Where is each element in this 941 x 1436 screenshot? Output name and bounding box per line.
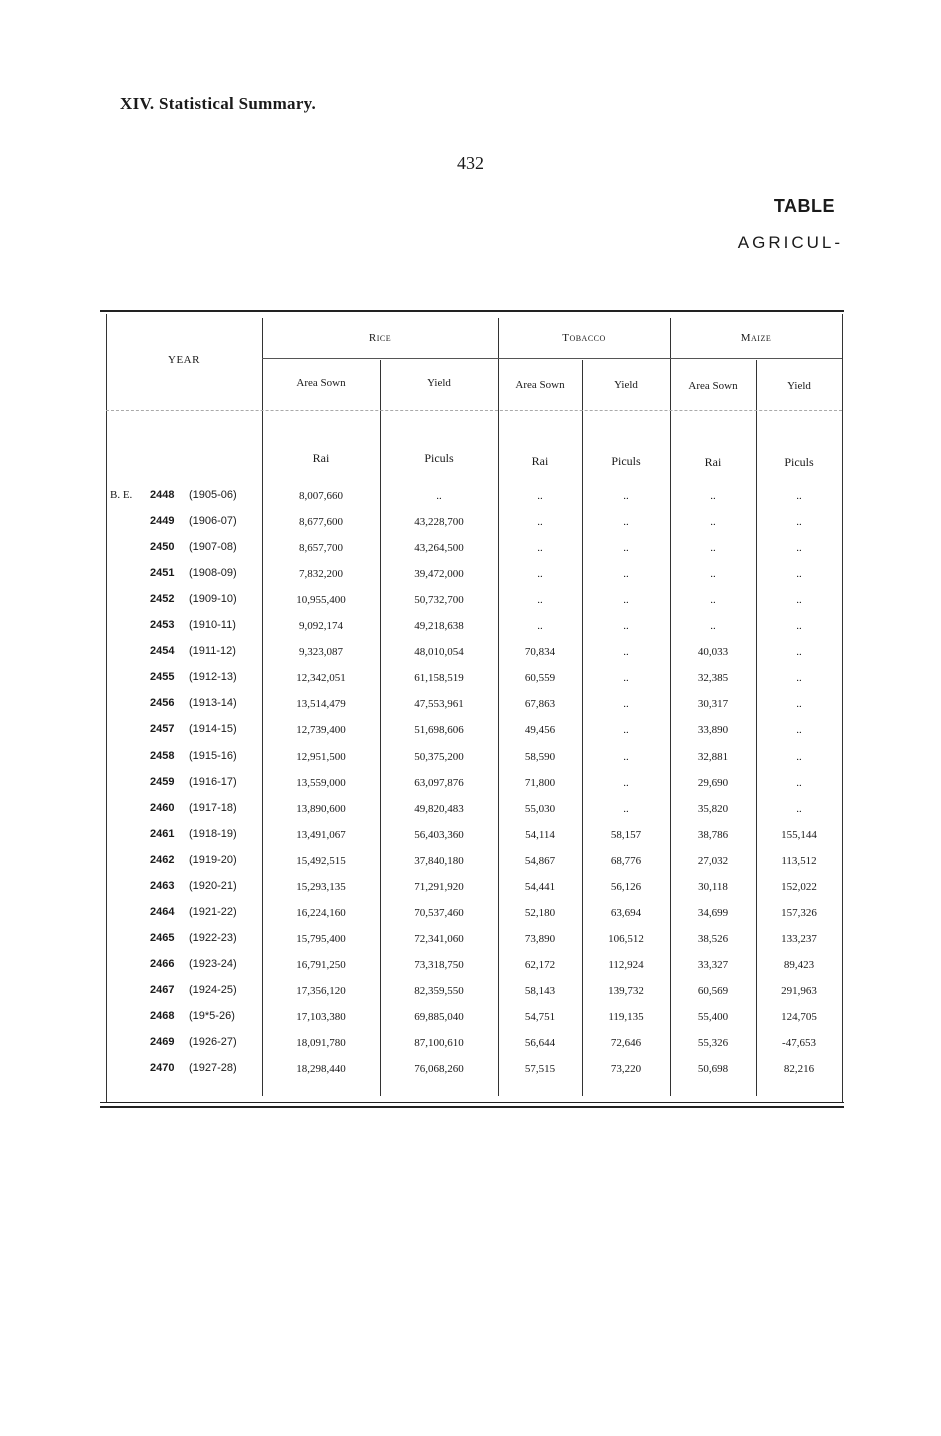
cell-rice-yield: 70,537,460	[414, 907, 464, 919]
cell-rice-area: 17,103,380	[296, 1011, 346, 1023]
year-be: 2463	[150, 880, 175, 892]
header-maize-area: Area Sown	[688, 380, 738, 392]
cell-tobacco-area: 62,172	[524, 959, 556, 971]
cell-maize-yield: ..	[796, 698, 802, 710]
page-number: 432	[457, 153, 484, 173]
unit-maize-yield: Piculs	[784, 455, 814, 469]
cell-rice-area: 18,091,780	[296, 1037, 346, 1049]
cell-maize-area: 38,786	[697, 829, 729, 841]
year-ad: (1910-11)	[189, 619, 236, 631]
cell-maize-area: 50,698	[697, 1063, 729, 1075]
year-be: 2464	[150, 906, 175, 918]
table-top-rule	[100, 310, 844, 312]
cell-rice-yield: 61,158,519	[414, 672, 464, 684]
year-be: 2461	[150, 828, 175, 840]
cell-tobacco-yield: 72,646	[610, 1037, 642, 1049]
section-heading: XIV. Statistical Summary.	[120, 94, 317, 113]
cell-maize-yield: ..	[796, 777, 802, 789]
cell-rice-area: 8,657,700	[299, 542, 343, 554]
year-be: 2450	[150, 541, 175, 553]
cell-maize-area: 32,881	[697, 751, 729, 763]
cell-maize-area: 55,326	[697, 1037, 729, 1049]
cell-maize-yield: 152,022	[781, 881, 817, 893]
cell-tobacco-yield: 63,694	[610, 907, 642, 919]
cell-tobacco-yield: ..	[623, 542, 629, 554]
cell-rice-area: 8,007,660	[299, 490, 343, 502]
cell-tobacco-area: 60,559	[524, 672, 556, 684]
cell-maize-yield: 82,216	[783, 1063, 815, 1075]
unit-tobacco-area: Rai	[531, 454, 549, 468]
year-be: 2462	[150, 854, 175, 866]
header-tobacco-yield: Yield	[614, 379, 638, 391]
era-prefix: B. E.	[110, 489, 133, 501]
cell-tobacco-yield: ..	[623, 516, 629, 528]
cell-rice-area: 13,514,479	[296, 698, 346, 710]
year-ad: (1905-06)	[189, 489, 237, 501]
cell-maize-area: 30,118	[698, 881, 728, 893]
cell-maize-yield: -47,653	[782, 1037, 816, 1049]
cell-rice-yield: 71,291,920	[414, 881, 464, 893]
cell-maize-yield: ..	[796, 542, 802, 554]
cell-rice-area: 8,677,600	[299, 516, 343, 528]
cell-tobacco-area: 54,867	[524, 855, 556, 867]
cell-rice-yield: 39,472,000	[414, 568, 464, 580]
cell-maize-area: ..	[710, 568, 716, 580]
cell-maize-area: 32,385	[697, 672, 729, 684]
year-be: 2467	[150, 984, 175, 996]
cell-tobacco-area: 54,441	[524, 881, 556, 893]
cell-tobacco-area: 54,751	[524, 1011, 556, 1023]
cell-maize-yield: ..	[796, 516, 802, 528]
cell-maize-yield: ..	[796, 568, 802, 580]
cell-tobacco-area: ..	[537, 516, 543, 528]
header-tobacco-area: Area Sown	[515, 379, 565, 391]
cell-rice-area: 15,293,135	[296, 881, 346, 893]
cell-rice-area: 13,491,067	[296, 829, 346, 841]
cell-tobacco-area: 58,143	[524, 985, 556, 997]
agriculture-table	[100, 310, 844, 1106]
table-bottom-rule	[100, 1102, 844, 1103]
unit-maize-area: Rai	[704, 455, 722, 469]
year-ad: (1907-08)	[189, 541, 237, 553]
year-be: 2468	[150, 1010, 175, 1022]
cell-maize-yield: 113,512	[781, 855, 817, 867]
year-ad: (1923-24)	[189, 958, 237, 970]
header-divider	[106, 410, 842, 411]
table-bottom-rule-thick	[100, 1106, 844, 1108]
cell-maize-area: ..	[710, 516, 716, 528]
header-rice-area: Area Sown	[296, 377, 346, 389]
year-be: 2455	[150, 671, 175, 683]
cell-rice-yield: 49,218,638	[414, 620, 464, 632]
cell-tobacco-yield: ..	[623, 594, 629, 606]
header-year: YEAR	[168, 354, 200, 366]
cell-rice-yield: ..	[436, 490, 442, 502]
cell-tobacco-area: ..	[537, 620, 543, 632]
cell-rice-yield: 63,097,876	[414, 777, 464, 789]
year-be: 2459	[150, 776, 175, 788]
cell-maize-area: 60,569	[697, 985, 729, 997]
year-ad: (1917-18)	[189, 802, 237, 814]
unit-rice-area: Rai	[312, 451, 330, 465]
cell-maize-area: 35,820	[697, 803, 729, 815]
cell-maize-yield: ..	[796, 803, 802, 815]
table-subtitle: AGRICUL-	[737, 233, 843, 252]
cell-rice-area: 12,951,500	[296, 751, 346, 763]
cell-maize-area: 33,327	[697, 959, 729, 971]
cell-tobacco-area: ..	[537, 568, 543, 580]
cell-maize-yield: 291,963	[781, 985, 817, 997]
cell-rice-yield: 51,698,606	[414, 724, 464, 736]
cell-maize-yield: 157,326	[781, 907, 817, 919]
cell-rice-area: 12,739,400	[296, 724, 346, 736]
cell-tobacco-yield: ..	[623, 490, 629, 502]
unit-tobacco-yield: Piculs	[611, 454, 641, 468]
cell-rice-area: 18,298,440	[296, 1063, 346, 1075]
cell-maize-yield: 124,705	[781, 1011, 817, 1023]
header-maize-yield: Yield	[787, 380, 811, 392]
year-ad: (1926-27)	[189, 1036, 237, 1048]
year-ad: (1921-22)	[189, 906, 237, 918]
cell-tobacco-yield: ..	[623, 568, 629, 580]
cell-rice-yield: 50,375,200	[414, 751, 464, 763]
cell-tobacco-yield: ..	[623, 646, 629, 658]
cell-maize-area: 34,699	[697, 907, 729, 919]
year-be: 2460	[150, 802, 175, 814]
year-be: 2451	[150, 567, 175, 579]
cell-tobacco-yield: ..	[623, 777, 629, 789]
year-ad: (1924-25)	[189, 984, 237, 996]
cell-tobacco-yield: ..	[623, 620, 629, 632]
year-be: 2449	[150, 515, 175, 527]
cell-rice-area: 10,955,400	[296, 594, 346, 606]
year-ad: (1913-14)	[189, 697, 237, 709]
cell-maize-area: ..	[710, 542, 716, 554]
cell-tobacco-yield: 119,135	[608, 1011, 644, 1023]
cell-rice-area: 13,559,000	[296, 777, 346, 789]
year-ad: (1920-21)	[189, 880, 237, 892]
cell-tobacco-yield: ..	[623, 751, 629, 763]
cell-rice-area: 9,323,087	[299, 646, 343, 658]
header-tobacco: Tobacco	[562, 332, 606, 344]
cell-rice-yield: 82,359,550	[414, 985, 464, 997]
cell-maize-area: 27,032	[697, 855, 729, 867]
cell-maize-yield: ..	[796, 751, 802, 763]
cell-maize-area: 33,890	[697, 724, 729, 736]
cell-rice-yield: 37,840,180	[414, 855, 464, 867]
cell-rice-area: 7,832,200	[299, 568, 343, 580]
year-be: 2448	[150, 489, 175, 501]
cell-rice-yield: 73,318,750	[414, 959, 464, 971]
table-title: TABLE	[773, 196, 835, 216]
cell-rice-yield: 49,820,483	[414, 803, 464, 815]
cell-rice-yield: 43,228,700	[414, 516, 464, 528]
year-ad: (1909-10)	[189, 593, 237, 605]
cell-rice-yield: 76,068,260	[414, 1063, 464, 1075]
table-right-border	[842, 314, 843, 1102]
cell-rice-area: 17,356,120	[296, 985, 346, 997]
year-be: 2452	[150, 593, 175, 605]
cell-tobacco-area: 58,590	[524, 751, 556, 763]
cell-tobacco-area: 49,456	[524, 724, 556, 736]
cell-tobacco-area: ..	[537, 542, 543, 554]
header-rice: Rice	[368, 332, 392, 344]
cell-maize-area: 29,690	[697, 777, 729, 789]
year-ad: (1908-09)	[189, 567, 237, 579]
year-be: 2465	[150, 932, 175, 944]
cell-maize-area: 55,400	[697, 1011, 729, 1023]
cell-rice-area: 16,224,160	[296, 907, 346, 919]
unit-rice-yield: Piculs	[424, 451, 454, 465]
cell-rice-yield: 48,010,054	[414, 646, 464, 658]
cell-maize-yield: ..	[796, 724, 802, 736]
cell-tobacco-area: 71,800	[524, 777, 556, 789]
cell-tobacco-area: 70,834	[524, 646, 556, 658]
cell-rice-area: 12,342,051	[296, 672, 346, 684]
cell-maize-yield: 133,237	[781, 933, 817, 945]
year-ad: (1919-20)	[189, 854, 237, 866]
cell-rice-yield: 56,403,360	[414, 829, 464, 841]
cell-tobacco-yield: ..	[623, 698, 629, 710]
cell-maize-yield: ..	[796, 646, 802, 658]
year-be: 2469	[150, 1036, 175, 1048]
cell-rice-area: 9,092,174	[299, 620, 343, 632]
header-rice-yield: Yield	[427, 377, 451, 389]
cell-tobacco-yield: ..	[623, 672, 629, 684]
cell-tobacco-area: ..	[537, 594, 543, 606]
cell-tobacco-yield: 68,776	[610, 855, 642, 867]
cell-rice-area: 16,791,250	[296, 959, 346, 971]
cell-tobacco-yield: 56,126	[610, 881, 642, 893]
cell-tobacco-area: 67,863	[524, 698, 556, 710]
year-ad: (1916-17)	[189, 776, 237, 788]
cell-maize-yield: ..	[796, 672, 802, 684]
cell-rice-yield: 87,100,610	[414, 1037, 464, 1049]
year-ad: (1922-23)	[189, 932, 237, 944]
header-maize: Maize	[740, 332, 772, 344]
cell-maize-area: ..	[710, 490, 716, 502]
cell-rice-area: 13,890,600	[296, 803, 346, 815]
year-ad: (1911-12)	[189, 645, 236, 657]
cell-maize-yield: ..	[796, 620, 802, 632]
cell-tobacco-yield: 58,157	[610, 829, 642, 841]
cell-tobacco-area: 54,114	[525, 829, 555, 841]
cell-maize-yield: ..	[796, 490, 802, 502]
cell-tobacco-yield: ..	[623, 724, 629, 736]
year-ad: (1906-07)	[189, 515, 237, 527]
year-be: 2457	[150, 723, 175, 735]
cell-tobacco-area: 73,890	[524, 933, 556, 945]
cell-rice-yield: 69,885,040	[414, 1011, 464, 1023]
header-divider	[262, 358, 842, 359]
year-ad: (1918-19)	[189, 828, 237, 840]
cell-tobacco-area: 57,515	[524, 1063, 556, 1075]
year-ad: (1927-28)	[189, 1062, 237, 1074]
cell-rice-yield: 72,341,060	[414, 933, 464, 945]
cell-maize-area: ..	[710, 620, 716, 632]
year-ad: (1912-13)	[189, 671, 237, 683]
cell-rice-yield: 50,732,700	[414, 594, 464, 606]
cell-tobacco-area: 56,644	[524, 1037, 556, 1049]
year-ad: (1914-15)	[189, 723, 237, 735]
cell-tobacco-area: ..	[537, 490, 543, 502]
cell-tobacco-area: 55,030	[524, 803, 556, 815]
cell-tobacco-yield: 106,512	[608, 933, 644, 945]
cell-maize-yield: ..	[796, 594, 802, 606]
year-be: 2466	[150, 958, 175, 970]
year-be: 2454	[150, 645, 175, 657]
cell-maize-area: ..	[710, 594, 716, 606]
cell-maize-area: 30,317	[697, 698, 729, 710]
cell-tobacco-yield: 139,732	[608, 985, 644, 997]
cell-tobacco-yield: 112,924	[608, 959, 644, 971]
table-left-border	[106, 314, 107, 1102]
cell-maize-area: 40,033	[697, 646, 729, 658]
cell-tobacco-area: 52,180	[524, 907, 556, 919]
cell-tobacco-yield: 73,220	[610, 1063, 642, 1075]
year-be: 2470	[150, 1062, 175, 1074]
year-ad: (19*5-26)	[189, 1010, 235, 1022]
cell-rice-area: 15,492,515	[296, 855, 346, 867]
year-be: 2456	[150, 697, 175, 709]
cell-maize-yield: 89,423	[783, 959, 815, 971]
year-ad: (1915-16)	[189, 750, 237, 762]
cell-rice-yield: 43,264,500	[414, 542, 464, 554]
cell-maize-area: 38,526	[697, 933, 729, 945]
cell-rice-area: 15,795,400	[296, 933, 346, 945]
cell-tobacco-yield: ..	[623, 803, 629, 815]
year-be: 2458	[150, 750, 175, 762]
cell-maize-yield: 155,144	[781, 829, 817, 841]
cell-rice-yield: 47,553,961	[414, 698, 464, 710]
year-be: 2453	[150, 619, 175, 631]
